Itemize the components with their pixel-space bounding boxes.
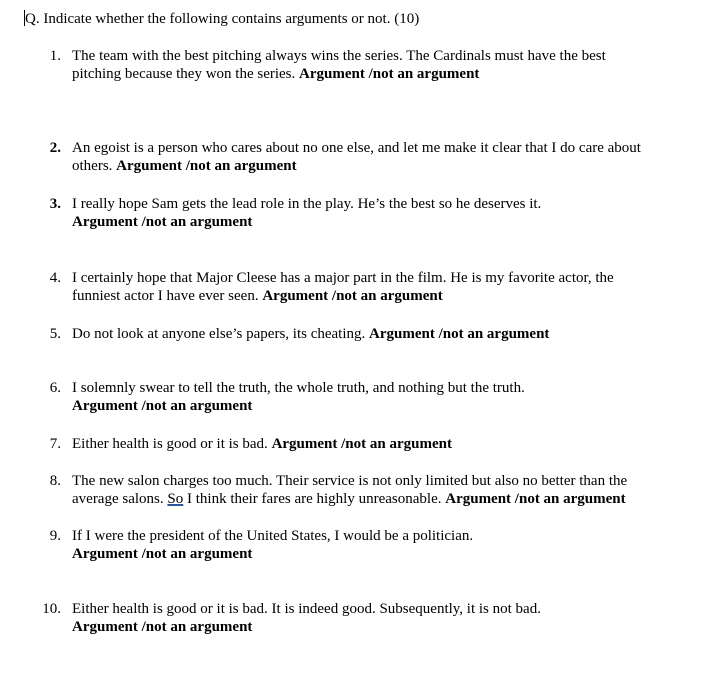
item-number: 1.	[49, 48, 61, 64]
item-line: funniest actor I have ever seen.	[72, 288, 259, 304]
item-number: 8.	[49, 473, 61, 489]
item-number: 5.	[49, 326, 61, 342]
item-line: Either health is good or it is bad.	[72, 436, 268, 452]
item-line: I think their fares are highly unreasonable.	[183, 491, 442, 507]
item-number: 6.	[49, 380, 61, 396]
answer-choice: Argument /not an argument	[72, 546, 253, 562]
item-text	[72, 472, 686, 508]
item-text	[72, 47, 686, 83]
item-number: 3.	[49, 196, 61, 212]
answer-choice: Argument /not an argument	[369, 326, 550, 342]
item-text	[72, 325, 686, 343]
item-line: I solemnly swear to tell the truth, the whole truth, and nothing but the truth.	[72, 380, 525, 396]
item-number: 4.	[49, 270, 61, 286]
item-line: An egoist is a person who cares about no one else, and let me make it clear that I do care about	[72, 140, 641, 156]
answer-choice: Argument /not an argument	[445, 491, 626, 507]
item-number: 2.	[49, 140, 61, 156]
item-line: I really hope Sam gets the lead role in the play. He’s the best so he deserves it.	[72, 196, 542, 212]
item-line: I certainly hope that Major Cleese has a major part in the film. He is my favorite actor, the	[72, 270, 614, 286]
answer-choice: Argument /not an argument	[262, 288, 443, 304]
item-text	[72, 269, 686, 305]
item-line: pitching because they won the series.	[72, 66, 296, 82]
item-line: The new salon charges too much. Their service is not only limited but also no better than the	[72, 473, 628, 489]
item-text	[72, 600, 686, 636]
item-text	[72, 435, 686, 453]
answer-choice: Argument /not an argument	[299, 66, 480, 82]
item-number: 9.	[49, 528, 61, 544]
answer-choice: Argument /not an argument	[271, 436, 452, 452]
answer-choice: Argument /not an argument	[72, 619, 253, 635]
item-line: average salons.	[72, 491, 164, 507]
item-number: 7.	[49, 436, 61, 452]
item-text	[72, 527, 686, 563]
answer-choice: Argument /not an argument	[116, 158, 297, 174]
item-text	[72, 379, 686, 415]
answer-choice: Argument /not an argument	[72, 214, 253, 230]
spelling-flagged-word: So	[167, 491, 184, 507]
question-heading-text: Q. Indicate whether the following contains arguments or not. (10)	[25, 11, 420, 27]
question-heading	[24, 10, 419, 28]
item-text	[72, 195, 686, 231]
item-line: If I were the president of the United States, I would be a politician.	[72, 528, 474, 544]
item-line: Do not look at anyone else’s papers, its cheating.	[72, 326, 366, 342]
item-text	[72, 139, 686, 175]
item-line: others.	[72, 158, 113, 174]
item-number: 10.	[42, 601, 61, 617]
item-line: The team with the best pitching always wins the series. The Cardinals must have the best	[72, 48, 606, 64]
item-line: Either health is good or it is bad. It is indeed good. Subsequently, it is not bad.	[72, 601, 541, 617]
answer-choice: Argument /not an argument	[72, 398, 253, 414]
